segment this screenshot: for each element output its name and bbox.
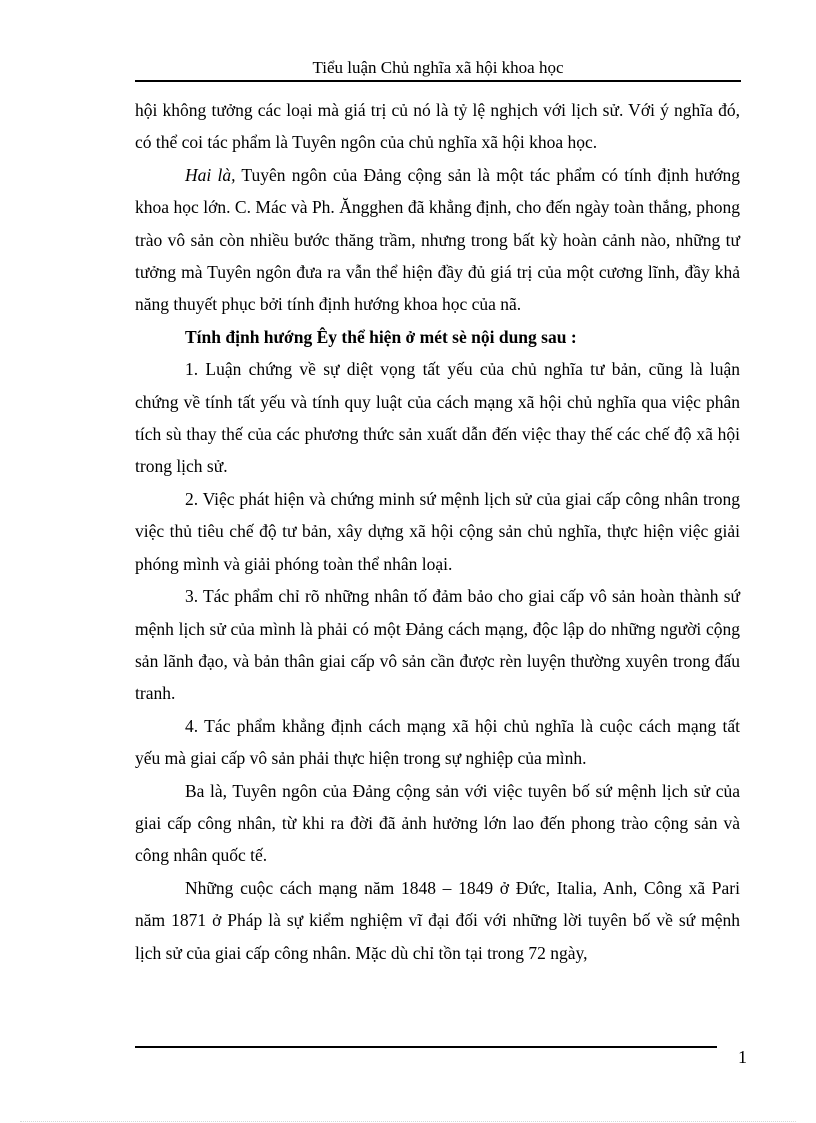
header-divider: [135, 80, 741, 82]
page-number: 1: [738, 1047, 747, 1067]
list-item-1: 1. Luận chứng về sự diệt vọng tất yếu của chủ nghĩa tư bản, cũng là luận chứng về tính tất yếu và tính quy luật của cách mạng xã hội chủ nghĩa qua việc phân tích sù thay thế của các phương thức sản xuất dẫn đến việc thay thế các chế độ xã hội trong lịch sử.: [135, 359, 740, 477]
paragraph-body: Tuyên ngôn của Đảng cộng sản là một tác phẩm có tính định hướng khoa học lớn. C. Mác và Ph. Ăngghen đã khẳng định, cho đến ngày toàn thắng, phong trào vô sản còn nhiều bước thăng trầm, nhưng trong bất kỳ hoàn cảnh nào, những tư tưởng mà Tuyên ngôn đưa ra vẫn thể hiện đầy đủ giá trị của một cương lĩnh, đầy khả năng thuyết phục bởi tính định hướng khoa học của nã.: [135, 164, 740, 315]
paragraph-revolutions: Những cuộc cách mạng năm 1848 – 1849 ở Đức, Italia, Anh, Công xã Pari năm 1871 ở Pháp là sự kiểm nghiệm vĩ đại đối với những lời tuyên bố về sứ mệnh lịch sử của giai cấp công nhân. Mặc dù chỉ tồn tại trong 72 ngày,: [135, 877, 740, 963]
list-item-3: 3. Tác phẩm chỉ rõ những nhân tố đảm bảo cho giai cấp vô sản hoàn thành sứ mệnh lịch sử của mình là phải có một Đảng cách mạng, độc lập do những người cộng sản lãnh đạo, và bản thân giai cấp vô sản cần được rèn luyện thường xuyên trong đấu tranh.: [135, 586, 740, 704]
list-item-2: 2. Việc phát hiện và chứng minh sứ mệnh lịch sử của giai cấp công nhân trong việc thủ tiêu chế độ tư bản, xây dựng xã hội cộng sản chủ nghĩa, thực hiện việc giải phóng mình và giải phóng toàn thể nhân loại.: [135, 488, 740, 574]
list-item-4: 4. Tác phẩm khẳng định cách mạng xã hội chủ nghĩa là cuộc cách mạng tất yếu mà giai cấp vô sản phải thực hiện trong sự nghiệp của mình.: [135, 715, 740, 769]
header-title: Tiểu luận Chủ nghĩa xã hội khoa học: [312, 58, 564, 77]
page-bottom-edge: [20, 1121, 796, 1122]
paragraph-continuation: hội không tưởng các loại mà giá trị củ nó là tỷ lệ nghịch với lịch sử. Với ý nghĩa đó, có thể coi tác phẩm là Tuyên ngôn của chủ nghĩa xã hội khoa học.: [135, 100, 740, 153]
footer-divider: [135, 1046, 717, 1048]
section-heading: Tính định hướng Êy thể hiện ở mét sè nội dung sau :: [185, 326, 577, 347]
document-body: [135, 94, 740, 969]
paragraph-hai-la: [135, 159, 740, 321]
paragraph-lead-italic: Hai là,: [185, 164, 236, 185]
paragraph-ba-la: Ba là, Tuyên ngôn của Đảng cộng sản với việc tuyên bố sứ mệnh lịch sử của giai cấp công nhân, từ khi ra đời đã ảnh hưởng lớn lao đến phong trào cộng sản và công nhân quốc tế.: [135, 780, 740, 866]
